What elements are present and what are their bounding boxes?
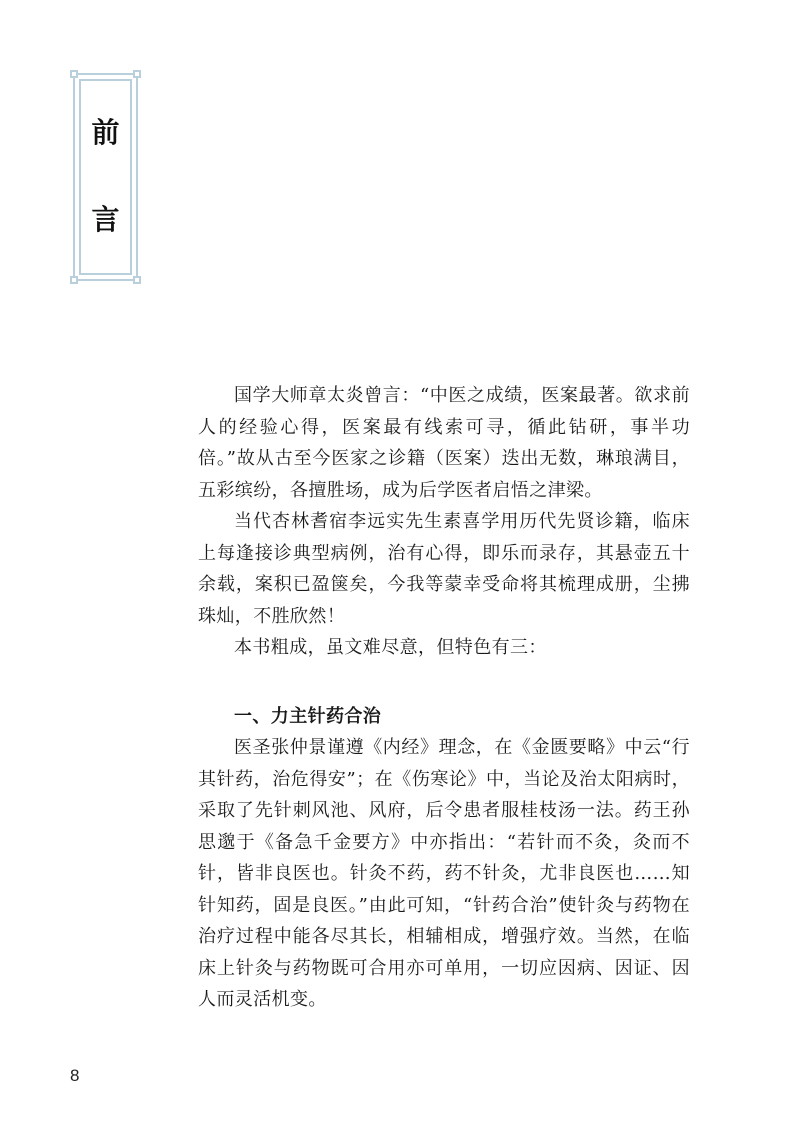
body-text [198,380,690,1016]
paragraph: 当代杏林耆宿李远实先生素喜学用历代先贤诊籍，临床上每逢接诊典型病例，治有心得，即乐而录存，其悬壶五十余载，案积已盈箧矣，今我等蒙幸受命将其梳理成册，尘拂珠灿，不胜欣然！ [198,511,690,627]
page-number: 8 [70,1066,80,1085]
paragraph: 本书粗成，虽文难尽意，但特色有三： [234,637,547,658]
frame-corner-ornament [70,276,78,284]
section-heading: 一、力主针药合治 [234,705,382,727]
frame-inner-border [79,79,132,275]
frame-corner-ornament [133,276,141,284]
section-paragraph: 医圣张仲景谨遵《内经》理念，在《金匮要略》中云“行其针药，治危得安”；在《伤寒论》中，当论及治太阳病时，采取了先针刺风池、风府，后令患者服桂枝汤一法。药王孙思邈于《备急千金要方》中亦指出：“若针而不灸，灸而不针，皆非良医也。针灸不药，药不针灸，尤非良医也……知针知药，固是良医。”由此可知，“针药合治”使针灸与药物在治疗过程中能各尽其长，相辅相成，增强疗效。当然，在临床上针灸与药物既可合用亦可单用，一切应因病、因证、因人而灵活机变。 [198,737,690,1010]
title-char-qian: 前 [91,116,120,149]
paragraph: 国学大师章太炎曾言：“中医之成绩，医案最著。欲求前人的经验心得，医案最有线索可寻，循此钻研，事半功倍。”故从古至今医家之诊籍（医案）迭出无数，琳琅满目，五彩缤纷，各擅胜场，成为后学医者启悟之津梁。 [198,385,690,501]
title-frame [73,73,138,281]
frame-corner-ornament [133,70,141,78]
title-char-yan: 言 [91,203,120,236]
frame-corner-ornament [70,70,78,78]
